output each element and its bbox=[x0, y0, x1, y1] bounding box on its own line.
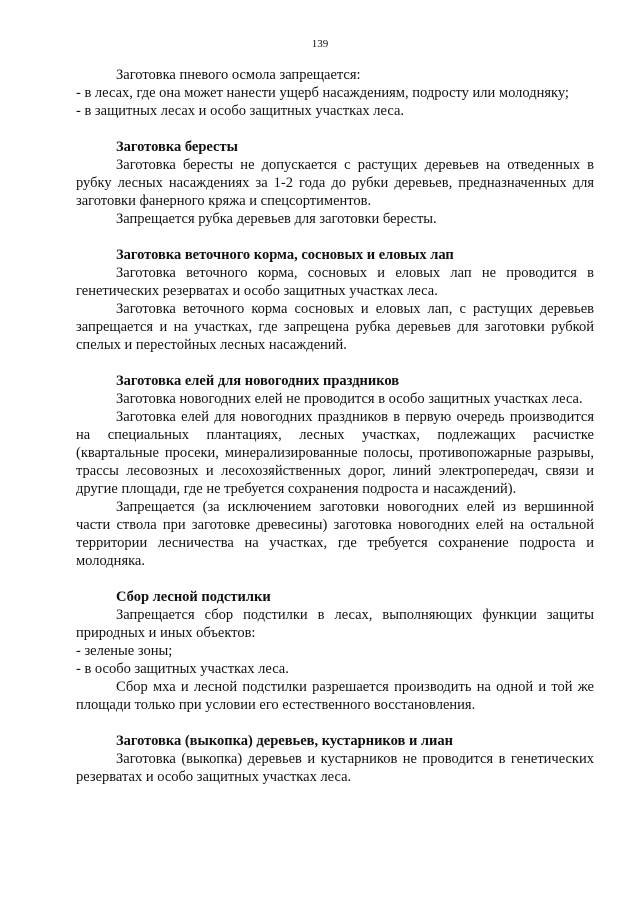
section bbox=[76, 372, 594, 570]
paragraph: Запрещается (за исключением заготовки новогодних елей из вершинной части ствола при заготовке древесины) заготовка новогодних елей на остальной территории лесничества на участках, где требуется сохранение подроста и молодняка. bbox=[76, 499, 594, 569]
page-number: 139 bbox=[311, 38, 329, 50]
section-heading: Заготовка елей для новогодних праздников bbox=[116, 373, 400, 389]
paragraph: Заготовка новогодних елей не проводится в особо защитных участках леса. bbox=[116, 391, 583, 407]
paragraph: Запрещается сбор подстилки в лесах, выполняющих функции защиты природных и иных объектов: bbox=[76, 607, 594, 641]
list-item: - в особо защитных участках леса. bbox=[76, 661, 289, 677]
paragraph: Заготовка веточного корма сосновых и еловых лап, с растущих деревьев запрещается и на участках, где запрещена рубка деревьев для заготовки рубкой спелых и перестойных лесных насаждений. bbox=[76, 301, 594, 353]
list-item: - в защитных лесах и особо защитных участках леса. bbox=[76, 103, 405, 119]
paragraph: Сбор мха и лесной подстилки разрешается производить на одной и той же площади только при условии его естественного восстановления. bbox=[76, 679, 594, 713]
section-heading: Заготовка бересты bbox=[116, 139, 238, 155]
list-item: - зеленые зоны; bbox=[76, 643, 173, 659]
section bbox=[76, 138, 594, 228]
paragraph: Заготовка (выкопка) деревьев и кустарников не проводится в генетических резерватах и особо защитных участках леса. bbox=[76, 751, 594, 785]
section bbox=[76, 66, 594, 120]
paragraph: Заготовка пневого осмола запрещается: bbox=[116, 67, 361, 83]
section bbox=[76, 246, 594, 354]
paragraph: Запрещается рубка деревьев для заготовки бересты. bbox=[116, 211, 437, 227]
section-heading: Заготовка (выкопка) деревьев, кустарников и лиан bbox=[116, 733, 454, 749]
paragraph: Заготовка бересты не допускается с растущих деревьев на отведенных в рубку лесных насаждениях за 1-2 года до рубки деревьев, предназначенных для заготовки фанерного кряжа и спецсортиментов. bbox=[76, 157, 594, 209]
section-heading: Заготовка веточного корма, сосновых и еловых лап bbox=[116, 247, 454, 263]
list-item: - в лесах, где она может нанести ущерб насаждениям, подросту или молодняку; bbox=[76, 85, 569, 101]
section bbox=[76, 732, 594, 786]
section bbox=[76, 588, 594, 714]
section-heading: Сбор лесной подстилки bbox=[116, 589, 271, 605]
paragraph: Заготовка елей для новогодних праздников в первую очередь производится на специальных плантациях, лесных участках, подлежащих расчистке (квартальные просеки, минерализированные полосы, противопожарные разрывы, трассы лесовозных и лесохозяйственных дорог, линий электропередач, связи и другие площади, где не требуется сохранения подроста и насаждений). bbox=[76, 409, 594, 497]
page-content bbox=[76, 66, 594, 804]
paragraph: Заготовка веточного корма, сосновых и еловых лап не проводится в генетических резерватах и особо защитных участках леса. bbox=[76, 265, 594, 299]
